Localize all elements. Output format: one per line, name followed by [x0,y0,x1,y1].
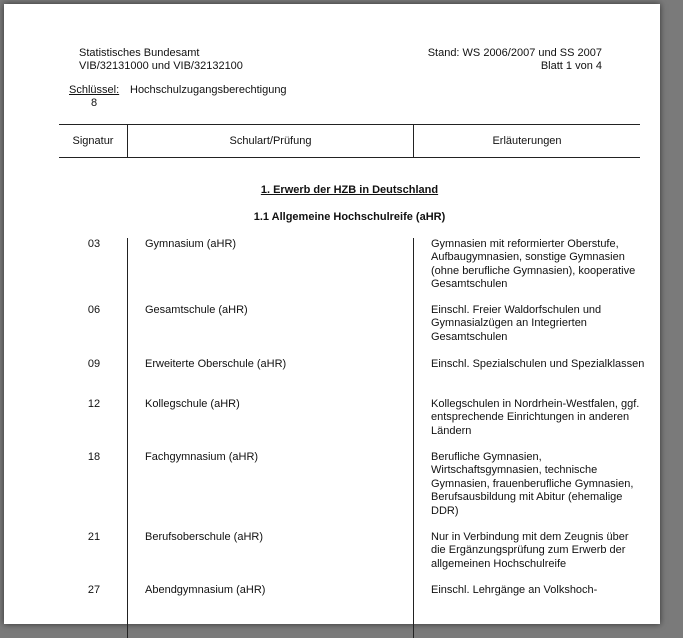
row-note: Kollegschulen in Nordrhein-Westfalen, ggf. entsprechende Einrichtungen in anderen Ländern [431,398,640,437]
key-value: Hochschulzugangsberechtigung [130,84,287,96]
section-subtitle: 1.1 Allgemeine Hochschulreife (aHR) [253,211,446,223]
row-code: 06 [87,304,101,316]
table-header-bottom-rule [59,157,640,158]
header-doc-ids: VIB/32131000 und VIB/32132100 [79,60,243,73]
row-note: Berufliche Gymnasien, Wirtschaftsgymnasien, technische Gymnasien, frauenberufliche Gymnasien, Berufsausbildung mit Abitur (ehemalige DDR) [431,451,634,517]
row-name: Erweiterte Oberschule (aHR) [145,358,287,370]
row-name: Gymnasium (aHR) [145,238,237,250]
col-head-erlaeuterungen: Erläuterungen [492,135,562,147]
header-left [79,47,243,74]
table-top-rule [59,124,640,125]
col-head-schulart: Schulart/Prüfung [229,135,312,147]
row-note: Nur in Verbindung mit dem Zeugnis über die Ergänzungsprüfung zum Erwerb der allgemeinen Hochschulreife [431,531,629,570]
header-stand: Stand: WS 2006/2007 und SS 2007 [427,47,602,59]
row-code: 09 [87,358,101,370]
row-code: 18 [87,451,101,463]
section-title: 1. Erwerb der HZB in Deutschland [260,184,439,196]
header-page-info: Blatt 1 von 4 [540,60,602,73]
row-code: 21 [87,531,101,543]
header-right [428,47,602,74]
row-code: 27 [87,584,101,596]
body-divider-1 [127,238,128,638]
row-name: Berufsoberschule (aHR) [145,531,263,543]
row-note: Einschl. Spezialschulen und Spezialklassen [431,358,645,370]
row-name: Abendgymnasium (aHR) [145,584,266,596]
body-divider-2 [413,238,414,638]
key-label: Schlüssel: [69,84,120,96]
row-note: Einschl. Freier Waldorfschulen und Gymnasialzügen an Integrierten Gesamtschulen [431,304,602,343]
document-page [4,4,660,624]
row-code: 12 [87,398,101,410]
row-note: Gymnasien mit reformierter Oberstufe, Aufbaugymnasien, sonstige Gymnasien (ohne berufliche Gymnasien), kooperative Gesamtschulen [431,238,636,291]
row-name: Gesamtschule (aHR) [145,304,248,316]
col-head-signatur: Signatur [72,135,114,147]
row-note: Einschl. Lehrgänge an Volkshoch- [431,584,598,596]
row-code: 03 [87,238,101,250]
header-org: Statistisches Bundesamt [79,47,200,59]
row-name: Kollegschule (aHR) [145,398,240,410]
key-number: 8 [91,97,98,109]
row-name: Fachgymnasium (aHR) [145,451,259,463]
